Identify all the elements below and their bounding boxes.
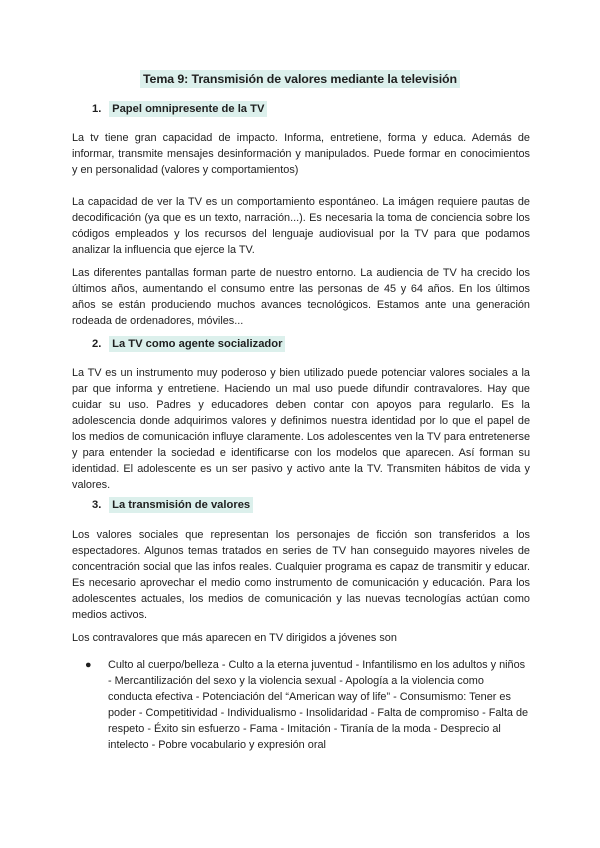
paragraph: La capacidad de ver la TV es un comportamiento espontáneo. La imágen requiere pautas de decodificación (ya que es un texto, narración...). Es necesaria la toma de conciencia sobre los códigos empleados y los recursos del lenguaje audiovisual por la TV para que podamos analizar la influencia que ejerce la TV. [72, 196, 530, 256]
section-number: 1. [92, 103, 102, 115]
list-item-text: Culto al cuerpo/belleza - Culto a la eterna juventud - Infantilismo en los adultos y niños - Mercantilización del sexo y la violencia sexual - Apología a la violencia como conducta efectiva - Potenciación del “American way of life” - Consumismo: Tener es poder - Competitividad - Individualismo - Insolidaridad - Falta de compromiso - Falta de respeto - Éxito sin esfuerzo - Fama - Imitación - Tiranía de la moda - Desprecio al intelecto - Pobre vocabulario y expresión oral [108, 659, 529, 751]
section-heading-2 [92, 338, 285, 350]
contravalores-list [76, 657, 530, 753]
paragraph: Los contravalores que más aparecen en TV dirigidos a jóvenes son [72, 632, 397, 644]
paragraph: Las diferentes pantallas forman parte de nuestro entorno. La audiencia de TV ha crecido los últimos años, aumentando el consumo entre las personas de 45 y 64 años. En los últimos años se están produciendo muchos avances tecnológicos. Estamos ante una generación rodeada de ordenadores, móviles... [72, 267, 530, 327]
section-heading-text: La transmisión de valores [109, 497, 253, 513]
page-title: Tema 9: Transmisión de valores mediante la televisión [140, 70, 460, 88]
list-item [76, 657, 530, 753]
section-heading-text: La TV como agente socializador [109, 336, 285, 352]
section-heading-text: Papel omnipresente de la TV [109, 101, 267, 117]
section-number: 3. [92, 499, 102, 511]
paragraph: La tv tiene gran capacidad de impacto. Informa, entretiene, forma y educa. Además de informar, transmite mensajes desinformación y manipulados. Puede formar en conocimientos y en personalidad (valores y comportamientos) [72, 132, 530, 176]
section-number: 2. [92, 338, 102, 350]
paragraph: La TV es un instrumento muy poderoso y bien utilizado puede potenciar valores sociales a la par que informa y entretiene. Haciendo un mal uso puede difundir contravalores. Hay que cuidar su uso. Padres y educadores deben contar con apoyos para regularlo. Es la adolescencia donde adquirimos valores y definimos nuestra identidad por lo que el papel de los medios de comunicación influye claramente. Los adolescentes ven la TV para entretenerse y para entender la sociedad e identificarse con los modelos que aparecen. Así forman su identidad. El adolescente es un ser pasivo y activo ante la TV. Transmiten hábitos de vida y valores. [72, 367, 530, 491]
section-heading-3 [92, 499, 253, 511]
bullet-dot-icon: ● [85, 659, 92, 671]
title-wrap [0, 70, 600, 88]
paragraph: Los valores sociales que representan los personajes de ficción son transferidos a los espectadores. Algunos temas tratados en series de TV han conseguido mayores niveles de concentración social que las infos reales. Cualquier programa es capaz de transmitir y educar. Es necesario aprovechar el medio como instrumento de comunicación y educación. Para los adolescentes actuales, los medios de comunicación y las nuevas tecnologías actúan como medios activos. [72, 529, 530, 621]
section-heading-1 [92, 103, 267, 115]
